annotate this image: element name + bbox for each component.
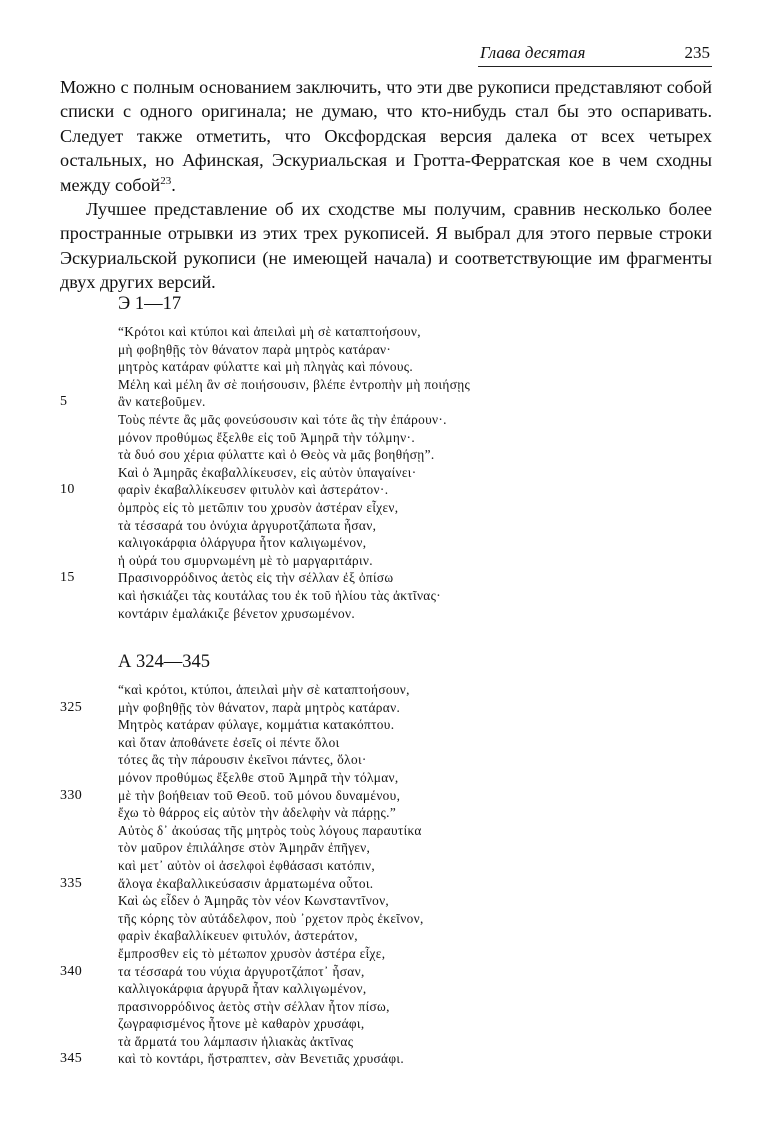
verse-text: ἔμπροσθεν εἰς τὸ μέτωπον χρυσὸν ἀστέρα εἶχε, bbox=[118, 945, 386, 961]
verse-text: τὸν μαῦρον ἐπιλάλησε στὸν Ἀμηρᾶν ἐπῆγεν, bbox=[118, 840, 371, 856]
verse-text: τότες ἂς τὴν πάρουσιν ἐκεῖνοι πάντες, ὅλοι· bbox=[118, 752, 367, 768]
verse-text: ἂν κατεβοῦμεν. bbox=[118, 394, 206, 410]
running-head bbox=[478, 40, 712, 67]
verse-text: μὴν φοβηθῇς τὸν θάνατον, παρὰ μητρὸς κατάραν. bbox=[118, 699, 401, 715]
line-number: 340 bbox=[60, 963, 83, 979]
verse-line bbox=[0, 769, 768, 787]
verse-text: τῆς κόρης τὸν αὐτάδελφον, ποὺ ᾿ρχετον πρὸς ἐκεῖνον, bbox=[118, 910, 424, 926]
verse-line bbox=[0, 393, 768, 411]
verse-text: φαρὶν ἐκαβαλλίκευεν φιτυλόν, ἀστεράτον, bbox=[118, 928, 358, 944]
verse-text: Μέλη καὶ μέλη ἂν σὲ ποιήσουσιν, βλέπε ἐντροπὴν μὴ ποιήσῃς bbox=[118, 376, 471, 392]
verse-line bbox=[0, 857, 768, 875]
verse-text: τὰ ἅρματά του λάμπασιν ἡλιακὰς ἀκτῖνας bbox=[118, 1033, 354, 1049]
verse-line bbox=[0, 429, 768, 447]
verse-line bbox=[0, 1033, 768, 1051]
verse-text: μόνον προθύμως ἔξελθε στοῦ Ἀμηρᾶ τὴν τόλμαν, bbox=[118, 769, 399, 785]
verse-line bbox=[0, 716, 768, 734]
verse-text: Μητρὸς κατάραν φύλαγε, κομμάτια κατακόπτου. bbox=[118, 717, 395, 733]
line-number: 15 bbox=[60, 570, 75, 586]
chapter-title: Глава десятая bbox=[480, 43, 586, 62]
verse-text: μόνον προθύμως ἔξελθε εἰς τοῦ Ἀμηρᾶ τὴν τόλμην·. bbox=[118, 429, 415, 445]
verse-line bbox=[0, 1015, 768, 1033]
verse-text: Τοὺς πέντε ἂς μᾶς φονεύσουσιν καὶ τότε ἂς τὴν ἐπάρουν·. bbox=[118, 411, 447, 427]
verse-line bbox=[0, 751, 768, 769]
verse-line bbox=[0, 734, 768, 752]
verse-line bbox=[0, 910, 768, 928]
excerpt-e-label: Э 1—17 bbox=[118, 294, 182, 314]
line-number: 335 bbox=[60, 875, 83, 891]
paragraph-1: Можно с полным основанием заключить, что эти две рукописи представляют собой списки с одного оригинала; не думаю, что кто-нибудь стал бы это оспаривать. Следует также отметить, что Оксфордская версия далека от всех четырех остальных, но Афинская, Эскуриальская и Гротта-Ферратская кое в чем сходны между собой$^{23}$. bbox=[60, 77, 712, 195]
verse-text: ζωγραφισμένος ἦτονε μὲ καθαρὸν χρυσάφι, bbox=[118, 1016, 365, 1032]
verse-text: καὶ ὅταν ἀποθάνετε ἐσεῖς οἱ πέντε ὅλοι bbox=[118, 734, 340, 750]
verse-line bbox=[0, 822, 768, 840]
verse-line bbox=[0, 481, 768, 499]
verse-line bbox=[0, 323, 768, 341]
verse-text: κοντάριν ἐμαλάκιζε βένετον χρυσωμένον. bbox=[118, 605, 356, 621]
verse-line bbox=[0, 464, 768, 482]
verse-line bbox=[0, 980, 768, 998]
verse-text: τα τέσσαρά του νύχια ἀργυροτζάποτ᾽ ἦσαν, bbox=[118, 963, 365, 979]
line-number: 5 bbox=[60, 394, 68, 410]
verse-text: τὰ δυό σου χέρια φύλαττε καὶ ὁ Θεὸς νὰ μᾶς βοηθήσῃ”. bbox=[118, 447, 435, 463]
verse-text: μητρὸς κατάραν φύλαττε καὶ μὴ πληγὰς καὶ πόνους. bbox=[118, 359, 414, 375]
excerpt-e-verses bbox=[0, 323, 768, 622]
verse-text: Πρασινορρόδινος ἀετὸς εἰς τὴν σέλλαν ἐξ ὀπίσω bbox=[118, 570, 394, 586]
verse-line bbox=[0, 998, 768, 1016]
verse-text: Καὶ ὁ Ἀμηρᾶς ἐκαβαλλίκευσεν, εἰς αὐτὸν ὑπαγαίνει· bbox=[118, 464, 417, 480]
verse-line bbox=[0, 875, 768, 893]
verse-text: “Κρότοι καὶ κτύποι καὶ ἀπειλαὶ μὴ σὲ καταπτοήσουν, bbox=[118, 324, 421, 339]
verse-text: ὀμπρὸς εἰς τὸ μετῶπιν του χρυσὸν ἀστέραν εἶχεν, bbox=[118, 499, 399, 515]
verse-line bbox=[0, 1050, 768, 1068]
verse-line bbox=[0, 569, 768, 587]
verse-line bbox=[0, 411, 768, 429]
verse-text: καλλιγοκάρφια ἀργυρᾶ ἦταν καλλιγωμένον, bbox=[118, 981, 367, 997]
verse-text: μὲ τὴν βοήθειαν τοῦ Θεοῦ. τοῦ μόνου δυναμένου, bbox=[118, 787, 401, 803]
line-number: 325 bbox=[60, 699, 83, 715]
verse-text: καὶ ἠσκιάζει τὰς κουτάλας του ἐκ τοῦ ἡλίου τὰς ἀκτῖνας· bbox=[118, 587, 442, 603]
verse-line bbox=[0, 587, 768, 605]
verse-line bbox=[0, 699, 768, 717]
verse-line bbox=[0, 376, 768, 394]
verse-text: τὰ τέσσαρά του ὀνύχια ἀργυροτζάπωτα ἦσαν, bbox=[118, 517, 377, 533]
verse-text: ἡ οὐρά του σμυρνωμένη μὲ τὸ μαργαριτάριν. bbox=[118, 552, 373, 568]
verse-line bbox=[0, 552, 768, 570]
verse-line bbox=[0, 517, 768, 535]
excerpt-a-label: А 324—345 bbox=[118, 652, 210, 672]
verse-text: ἄλογα ἐκαβαλλικεύσασιν ἁρματωμένα οὗτοι. bbox=[118, 875, 374, 891]
verse-line bbox=[0, 499, 768, 517]
verse-text: καὶ τὸ κοντάρι, ἤστραπτεν, σὰν Βενετιᾶς χρυσάφι. bbox=[118, 1051, 405, 1067]
page-number: 235 bbox=[684, 43, 710, 62]
verse-line bbox=[0, 341, 768, 359]
line-number: 10 bbox=[60, 482, 75, 498]
verse-text: μὴ φοβηθῇς τὸν θάνατον παρὰ μητρὸς κατάραν· bbox=[118, 341, 392, 357]
excerpt-a-verses bbox=[0, 681, 768, 1068]
verse-line bbox=[0, 927, 768, 945]
line-number: 330 bbox=[60, 787, 83, 803]
verse-text: Αὐτὸς δ᾽ ἀκούσας τῆς μητρὸς τοὺς λόγους παραυτίκα bbox=[118, 822, 422, 838]
verse-line bbox=[0, 681, 768, 699]
verse-line bbox=[0, 534, 768, 552]
footnote-ref: 23 bbox=[160, 174, 172, 187]
verse-line bbox=[0, 787, 768, 805]
verse-text: Καὶ ὡς εἶδεν ὁ Ἀμηρᾶς τὸν νέον Κωνσταντῖνον, bbox=[118, 893, 390, 909]
verse-text: καλιγοκάρφια ὁλάργυρα ἦτον καλιγωμένον, bbox=[118, 535, 367, 551]
verse-text: πρασινορρόδινος ἀετὸς στὴν σέλλαν ἦτον πίσω, bbox=[118, 998, 390, 1014]
verse-text: καὶ μετ᾽ αὐτὸν οἱ ἀσελφοὶ ἐφθάσασι κατόπιν, bbox=[118, 857, 376, 873]
verse-line bbox=[0, 804, 768, 822]
verse-line bbox=[0, 446, 768, 464]
verse-line bbox=[0, 945, 768, 963]
verse-line bbox=[0, 963, 768, 981]
verse-text: “καὶ κρότοι, κτύποι, ἀπειλαὶ μὴν σὲ καταπτοήσουν, bbox=[118, 682, 410, 697]
verse-line bbox=[0, 605, 768, 623]
verse-text: φαρὶν ἐκαβαλλίκευσεν φιτυλὸν καὶ ἀστεράτον·. bbox=[118, 482, 389, 498]
verse-line bbox=[0, 839, 768, 857]
verse-line bbox=[0, 892, 768, 910]
verse-text: ἔχω τὸ θάρρος εἰς αὐτὸν τὴν ἀδελφὴν νὰ πάρῃς.” bbox=[118, 805, 397, 821]
paragraph-1-text: Можно с полным основанием заключить, что эти две рукописи представляют собой списки с одного оригинала; не думаю, что кто-нибудь стал бы это оспаривать. Следует также отметить, что Оксфордская версия далека от всех четырех остальных, но Афинская, Эскуриальская и Гротта-Ферратская кое в чем сходны между собой bbox=[60, 77, 712, 195]
verse-line bbox=[0, 358, 768, 376]
line-number: 345 bbox=[60, 1051, 83, 1067]
paragraph-2: Лучшее представление об их сходстве мы получим, сравнив несколько более пространные отрывки из этих трех рукописей. Я выбрал для этого первые строки Эскуриальской рукописи (не имеющей начала) и соответствующие им фрагменты двух других версий. bbox=[60, 199, 712, 293]
